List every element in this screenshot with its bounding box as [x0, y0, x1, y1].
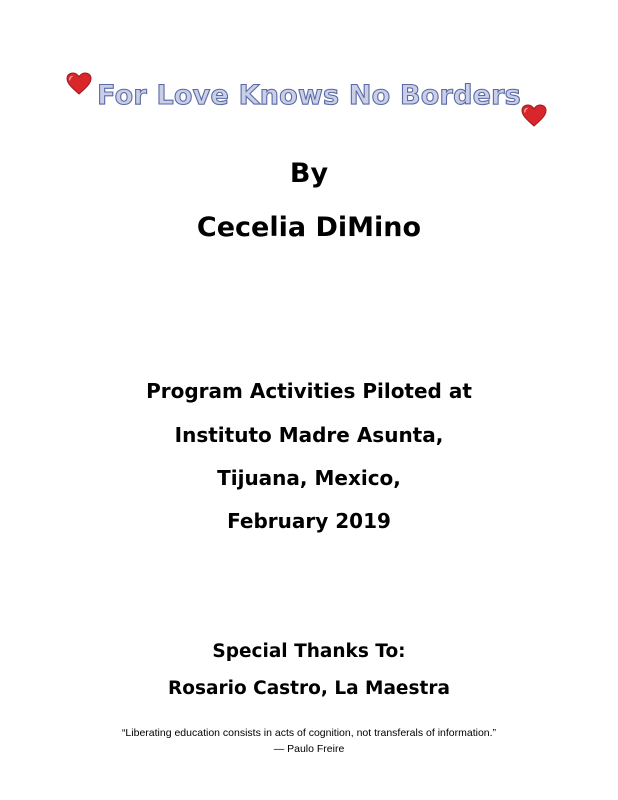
thanks-name: Rosario Castro, La Maestra [168, 678, 450, 699]
by-label: By [289, 158, 329, 189]
document-title: For Love Knows No Borders [97, 80, 521, 111]
epigraph-author: — Paulo Freire [273, 743, 345, 755]
program-line: February 2019 [227, 509, 391, 533]
program-line: Tijuana, Mexico, [217, 466, 401, 490]
thanks-heading: Special Thanks To: [212, 641, 406, 662]
program-line: Program Activities Piloted at [146, 379, 472, 403]
author-name: Cecelia DiMino [196, 212, 422, 243]
program-line: Instituto Madre Asunta, [174, 423, 444, 447]
heart-icon [521, 104, 547, 128]
epigraph-quote: “Liberating education consists in acts of cognition, not transferals of information.” [121, 727, 497, 739]
